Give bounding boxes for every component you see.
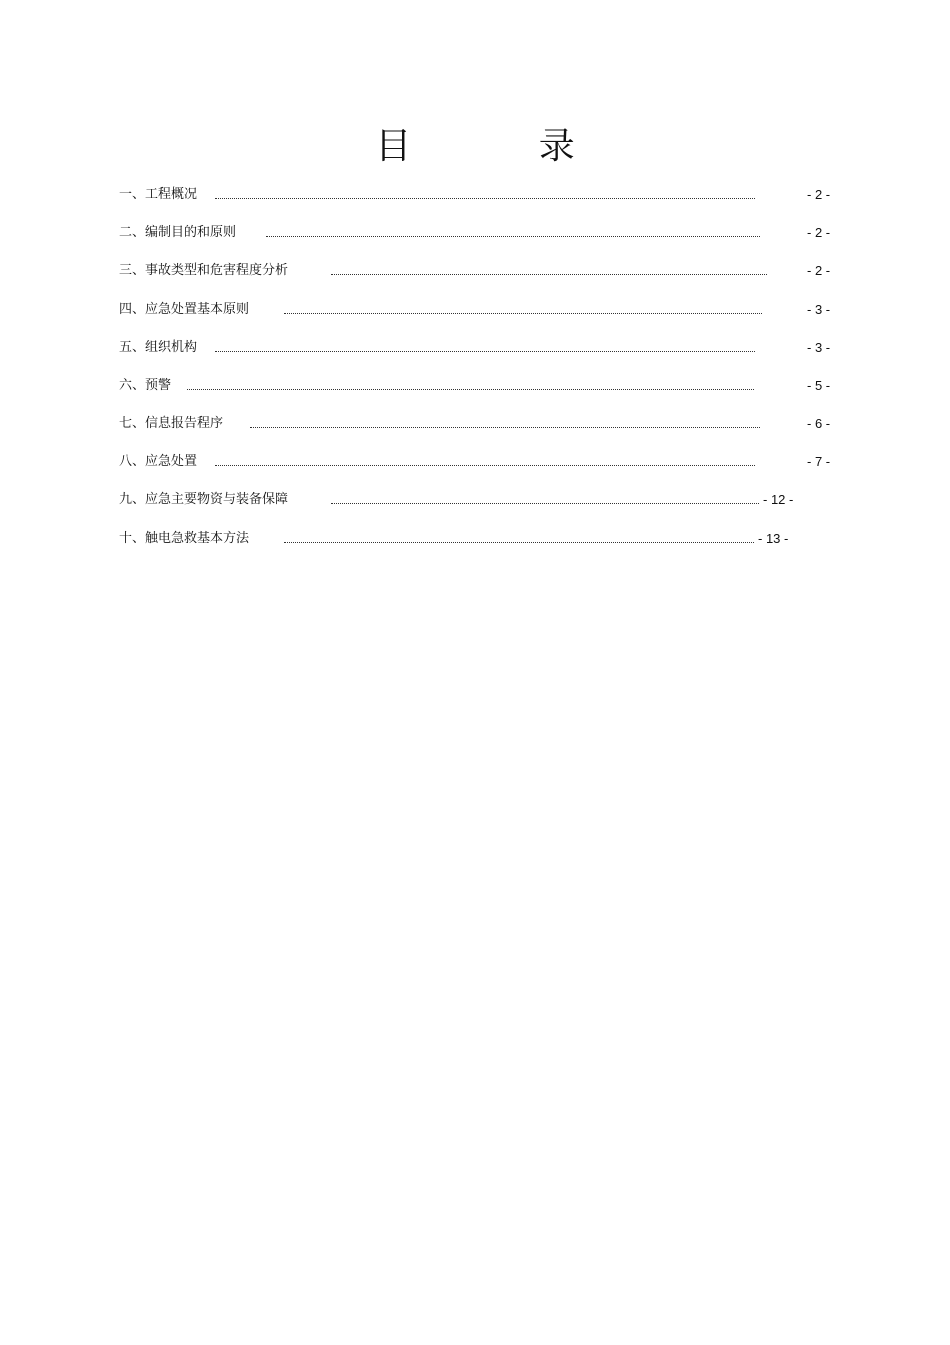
toc-leader-dots (266, 236, 760, 237)
toc-entry-label: 三、事故类型和危害程度分析 (119, 263, 289, 278)
toc-leader-dots (284, 542, 754, 543)
toc-entry[interactable] (119, 262, 834, 280)
toc-entry-page: - 12 - (763, 492, 794, 507)
toc-entry[interactable] (119, 415, 834, 433)
toc-leader-dots (331, 274, 767, 275)
toc-leader-dots (215, 198, 755, 199)
toc-entry-page: - 6 - (807, 416, 831, 431)
toc-entry-label: 二、编制目的和原则 (119, 225, 237, 240)
toc-entry[interactable] (119, 186, 834, 204)
toc-entry[interactable] (119, 301, 834, 319)
toc-leader-dots (250, 427, 760, 428)
toc-entry-label: 八、应急处置 (119, 454, 198, 469)
toc-entry-page: - 7 - (807, 454, 831, 469)
toc-entry-page: - 2 - (807, 187, 831, 202)
toc-entry[interactable] (119, 339, 834, 357)
toc-entry[interactable] (119, 224, 834, 242)
toc-entry[interactable] (119, 491, 834, 509)
toc-entry-page: - 3 - (807, 302, 831, 317)
toc-entry[interactable] (119, 377, 834, 395)
toc-entry-page: - 13 - (758, 531, 789, 546)
toc-leader-dots (331, 503, 759, 504)
toc-leader-dots (215, 465, 755, 466)
toc-entry-label: 十、触电急救基本方法 (119, 531, 250, 546)
toc-entry-label: 七、信息报告程序 (119, 416, 224, 431)
toc-entry-label: 五、组织机构 (119, 340, 198, 355)
toc-entry-label: 九、应急主要物资与装备保障 (119, 492, 289, 507)
toc-entry-page: - 3 - (807, 340, 831, 355)
toc-entry-page: - 2 - (807, 225, 831, 240)
toc-leader-dots (215, 351, 755, 352)
toc-leader-dots (284, 313, 762, 314)
toc-entry-label: 四、应急处置基本原则 (119, 302, 250, 317)
toc-entry-page: - 2 - (807, 263, 831, 278)
toc-entry-label: 六、预警 (119, 378, 172, 393)
toc-entry[interactable] (119, 453, 834, 471)
toc-entry-page: - 5 - (807, 378, 831, 393)
page-title: 目 录 (375, 126, 633, 167)
toc-leader-dots (187, 389, 754, 390)
toc-entry[interactable] (119, 530, 834, 548)
toc-entry-label: 一、工程概况 (119, 187, 198, 202)
